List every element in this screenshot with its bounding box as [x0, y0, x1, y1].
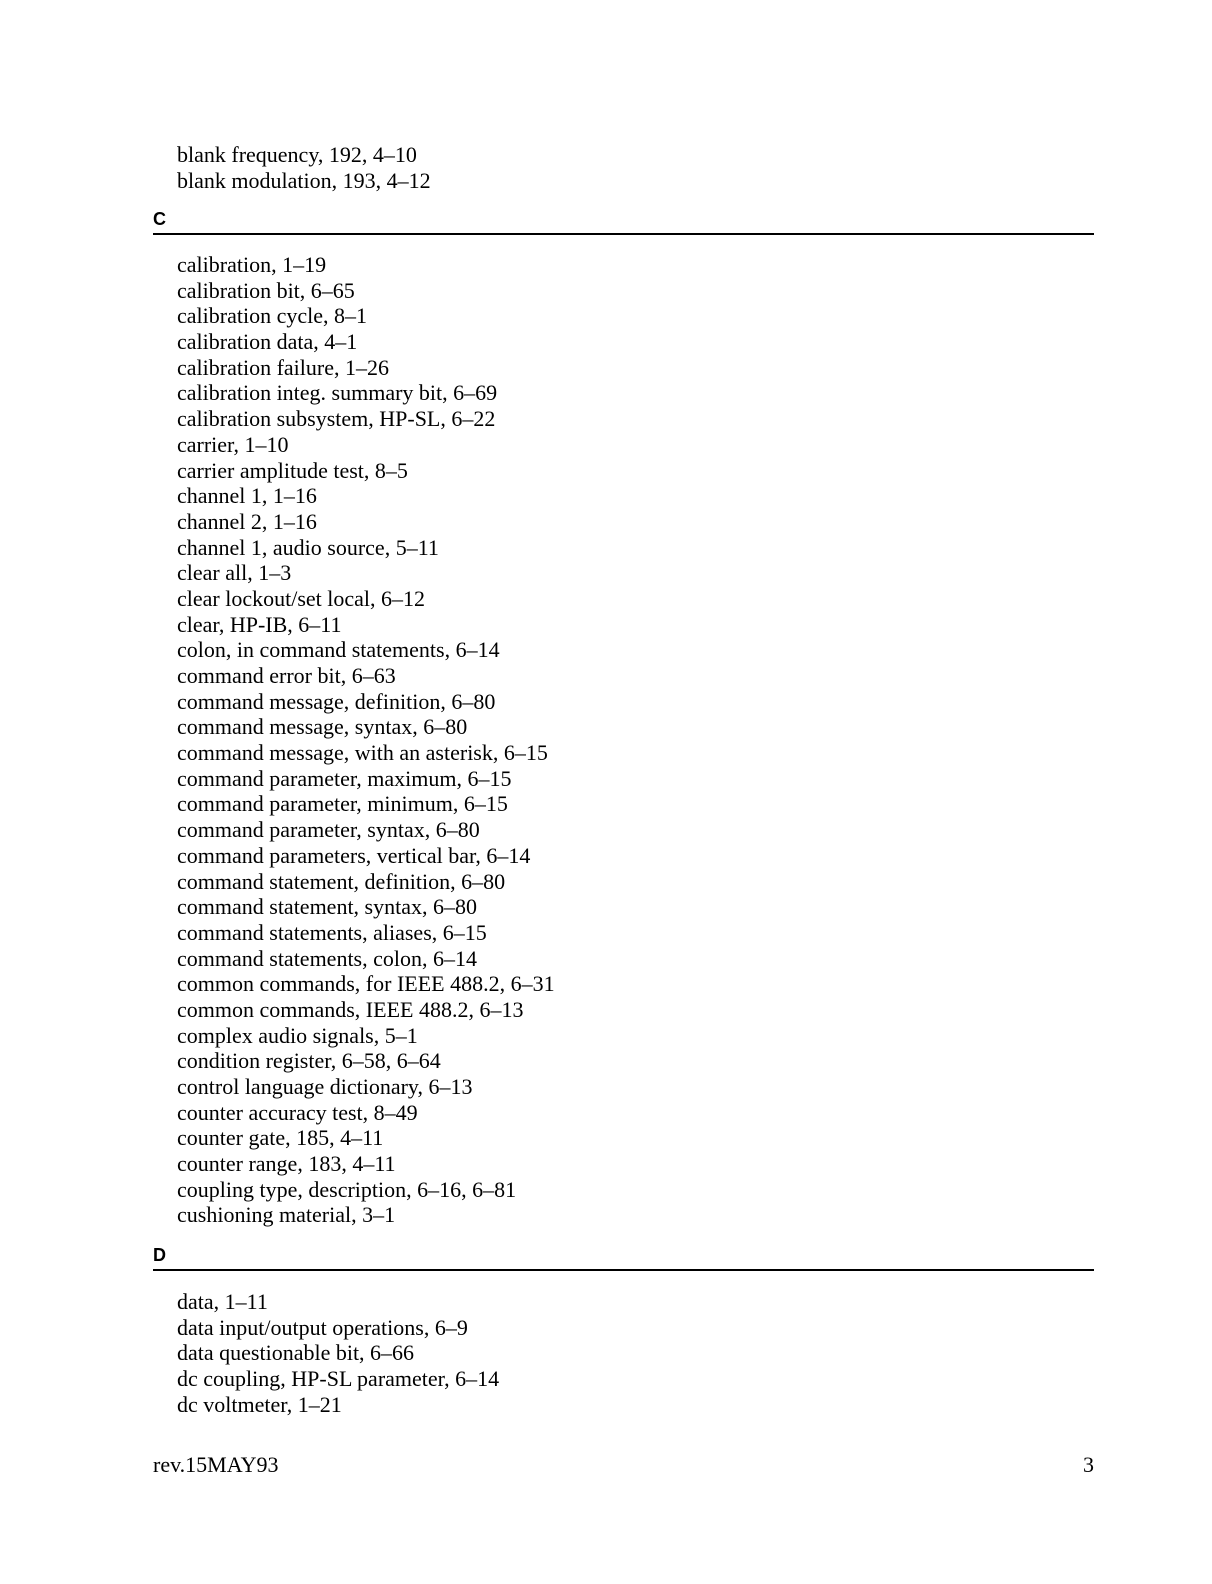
- index-entries-continued: [177, 142, 431, 193]
- revision-label: rev.15MAY93: [153, 1452, 279, 1477]
- section-letter: C: [153, 209, 166, 229]
- index-entry: command parameters, vertical bar, 6–14: [177, 842, 531, 868]
- index-entry: command statement, syntax, 6–80: [177, 894, 477, 920]
- index-entry: complex audio signals, 5–1: [177, 1022, 418, 1048]
- page-number: 3: [1083, 1452, 1094, 1477]
- index-entry: command statements, aliases, 6–15: [177, 919, 487, 945]
- index-entry: carrier amplitude test, 8–5: [177, 457, 408, 483]
- index-entry: command message, with an asterisk, 6–15: [177, 740, 548, 766]
- index-entry: command parameter, minimum, 6–15: [177, 791, 508, 817]
- index-entry: channel 1, audio source, 5–11: [177, 534, 439, 560]
- index-entry: calibration, 1–19: [177, 252, 327, 277]
- index-entry: calibration cycle, 8–1: [177, 303, 367, 329]
- index-entry: command parameter, syntax, 6–80: [177, 817, 480, 843]
- index-entry: clear, HP-IB, 6–11: [177, 611, 342, 637]
- index-entry: calibration integ. summary bit, 6–69: [177, 380, 498, 406]
- index-entry: control language dictionary, 6–13: [177, 1074, 473, 1099]
- index-entry: cushioning material, 3–1: [177, 1202, 396, 1228]
- index-entry: colon, in command statements, 6–14: [177, 637, 500, 663]
- index-entry: data questionable bit, 6–66: [177, 1340, 415, 1366]
- index-entry: channel 2, 1–16: [177, 508, 317, 534]
- index-entry: condition register, 6–58, 6–64: [177, 1048, 441, 1074]
- section-letter: D: [153, 1245, 166, 1265]
- index-entry: coupling type, description, 6–16, 6–81: [177, 1176, 517, 1202]
- index-entry: command message, definition, 6–80: [177, 688, 496, 714]
- index-entry: clear lockout/set local, 6–12: [177, 585, 426, 611]
- index-entry: command parameter, maximum, 6–15: [177, 765, 512, 791]
- index-entry: counter range, 183, 4–11: [177, 1151, 396, 1177]
- index-entry: calibration subsystem, HP-SL, 6–22: [177, 406, 496, 432]
- index-entry: blank modulation, 193, 4–12: [177, 167, 431, 193]
- section-divider: [153, 233, 1094, 235]
- index-entry: data input/output operations, 6–9: [177, 1314, 468, 1340]
- index-entry: dc voltmeter, 1–21: [177, 1391, 342, 1417]
- index-entry: calibration failure, 1–26: [177, 354, 389, 380]
- index-entry: carrier, 1–10: [177, 431, 289, 457]
- index-entry: command message, syntax, 6–80: [177, 714, 468, 740]
- index-entry: counter gate, 185, 4–11: [177, 1125, 384, 1151]
- index-entry: blank frequency, 192, 4–10: [177, 142, 417, 167]
- index-entry: command statements, colon, 6–14: [177, 945, 477, 971]
- index-entry: calibration bit, 6–65: [177, 277, 355, 303]
- index-entry: counter accuracy test, 8–49: [177, 1099, 418, 1125]
- index-entry: data, 1–11: [177, 1289, 268, 1314]
- index-entry: dc coupling, HP-SL parameter, 6–14: [177, 1366, 500, 1392]
- section-divider: [153, 1269, 1094, 1271]
- section-header-d: [153, 1245, 1094, 1271]
- index-entry: common commands, IEEE 488.2, 6–13: [177, 996, 524, 1022]
- index-entry: command statement, definition, 6–80: [177, 868, 506, 894]
- section-header-c: [153, 209, 1094, 235]
- index-entry: calibration data, 4–1: [177, 329, 358, 355]
- index-entry: clear all, 1–3: [177, 560, 292, 586]
- index-entry: command error bit, 6–63: [177, 663, 396, 688]
- index-entry: common commands, for IEEE 488.2, 6–31: [177, 971, 555, 997]
- index-entries-d: [177, 1289, 499, 1417]
- index-entries-c: [177, 252, 555, 1228]
- index-entry: channel 1, 1–16: [177, 483, 317, 509]
